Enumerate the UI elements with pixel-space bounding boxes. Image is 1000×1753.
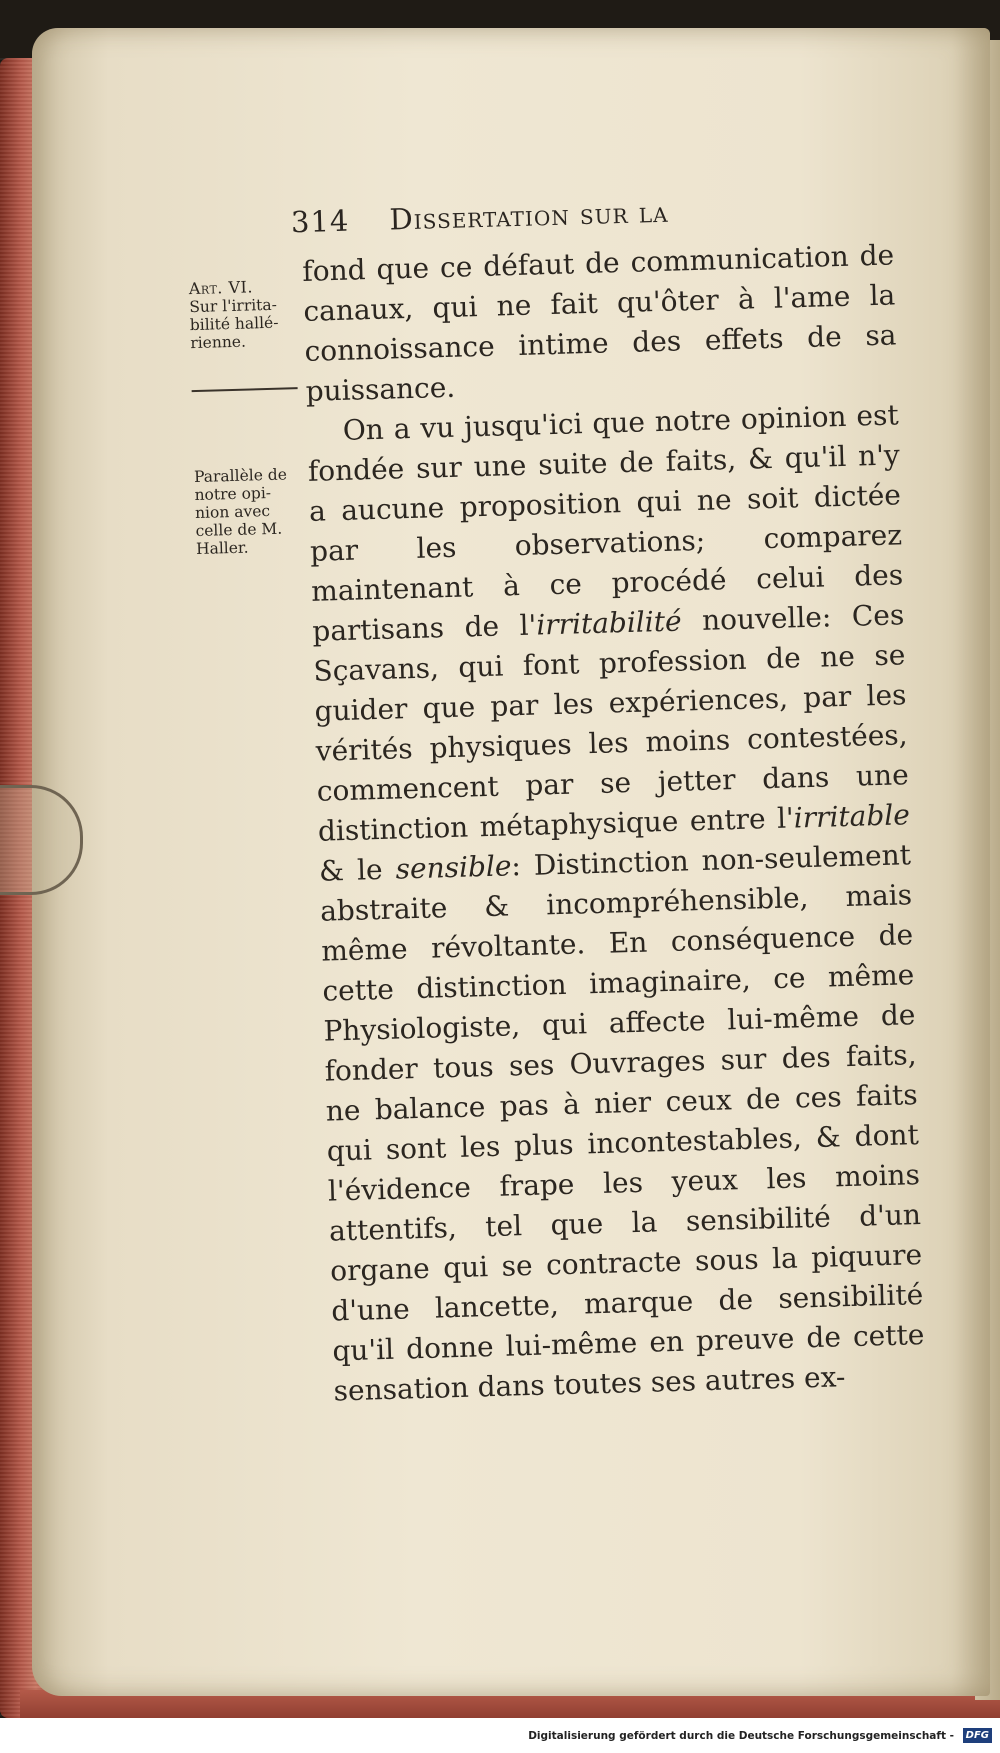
margin-note-line: Parallèle de — [193, 465, 288, 487]
margin-note-parallel — [194, 465, 308, 558]
body-text — [302, 235, 926, 1411]
margin-rule — [192, 387, 298, 392]
margin-note-line: Sur l'irrita- — [189, 295, 278, 317]
italic-term: sensible — [395, 849, 512, 886]
page-number: 314 — [290, 203, 350, 240]
text-run: & le — [318, 852, 397, 888]
running-title: Dissertation sur la — [389, 194, 669, 237]
margin-note-line: rienne. — [190, 332, 247, 353]
funding-credit: Digitalisierung gefördert durch die Deutsche Forschungsgemeinschaft - — [528, 1730, 954, 1742]
italic-term: irritabilité — [535, 604, 682, 642]
text-run: : Distinction non-seulement abstraite & incompréhensible, mais même révoltante. En conséquence de cette distinction imaginaire, ce même Physiologiste, qui affecte lui-même de fonder tous ses Ouvrages sur des faits, ne balance pas à nier ceux de ces faits qui sont les plus incontestables, & dont l'évidence frape les yeux les moins attentifs, tel que la sensibilité d'un organe qui se contracte sous la piquure d'une lancette, marque de sensibilité qu'il donne lui-même en preuve de cette sensation dans toutes ses autres ex- — [319, 838, 925, 1408]
text-run: On a vu jusqu'ici que notre opinion est fondée sur une suite de faits, & qu'il n'y a aucune proposition qui ne soit dictée par les observations; comparez maintenant à ce procédé celui des partisans de l' — [307, 398, 904, 648]
margin-note-line: bilité hallé- — [189, 313, 279, 335]
footer-bar — [0, 1718, 1000, 1753]
margin-note-line: Haller. — [195, 538, 249, 559]
paragraph-continued: fond que ce défaut de communication de canaux, qui ne fait qu'ôter à l'ame la connoissance intime des effets de sa puissance. — [301, 238, 897, 408]
margin-note-article — [189, 277, 303, 352]
margin-note-line: notre opi- — [194, 483, 272, 505]
text-run: nouvelle: Ces Sçavans, qui font profession de ne se guider que par les expériences, par les vérités physiques les moins contestées, commencent par se jetter dans une distinction métaphysique entre l' — [313, 598, 910, 848]
margin-note-line: nion avec — [194, 501, 271, 523]
italic-term: irritable — [793, 798, 911, 835]
margin-note-line: celle de M. — [195, 519, 283, 541]
dfg-logo: DFG — [963, 1728, 992, 1743]
paragraph-main — [306, 395, 926, 1411]
margin-note-article-label: Art. VI. — [188, 277, 254, 299]
